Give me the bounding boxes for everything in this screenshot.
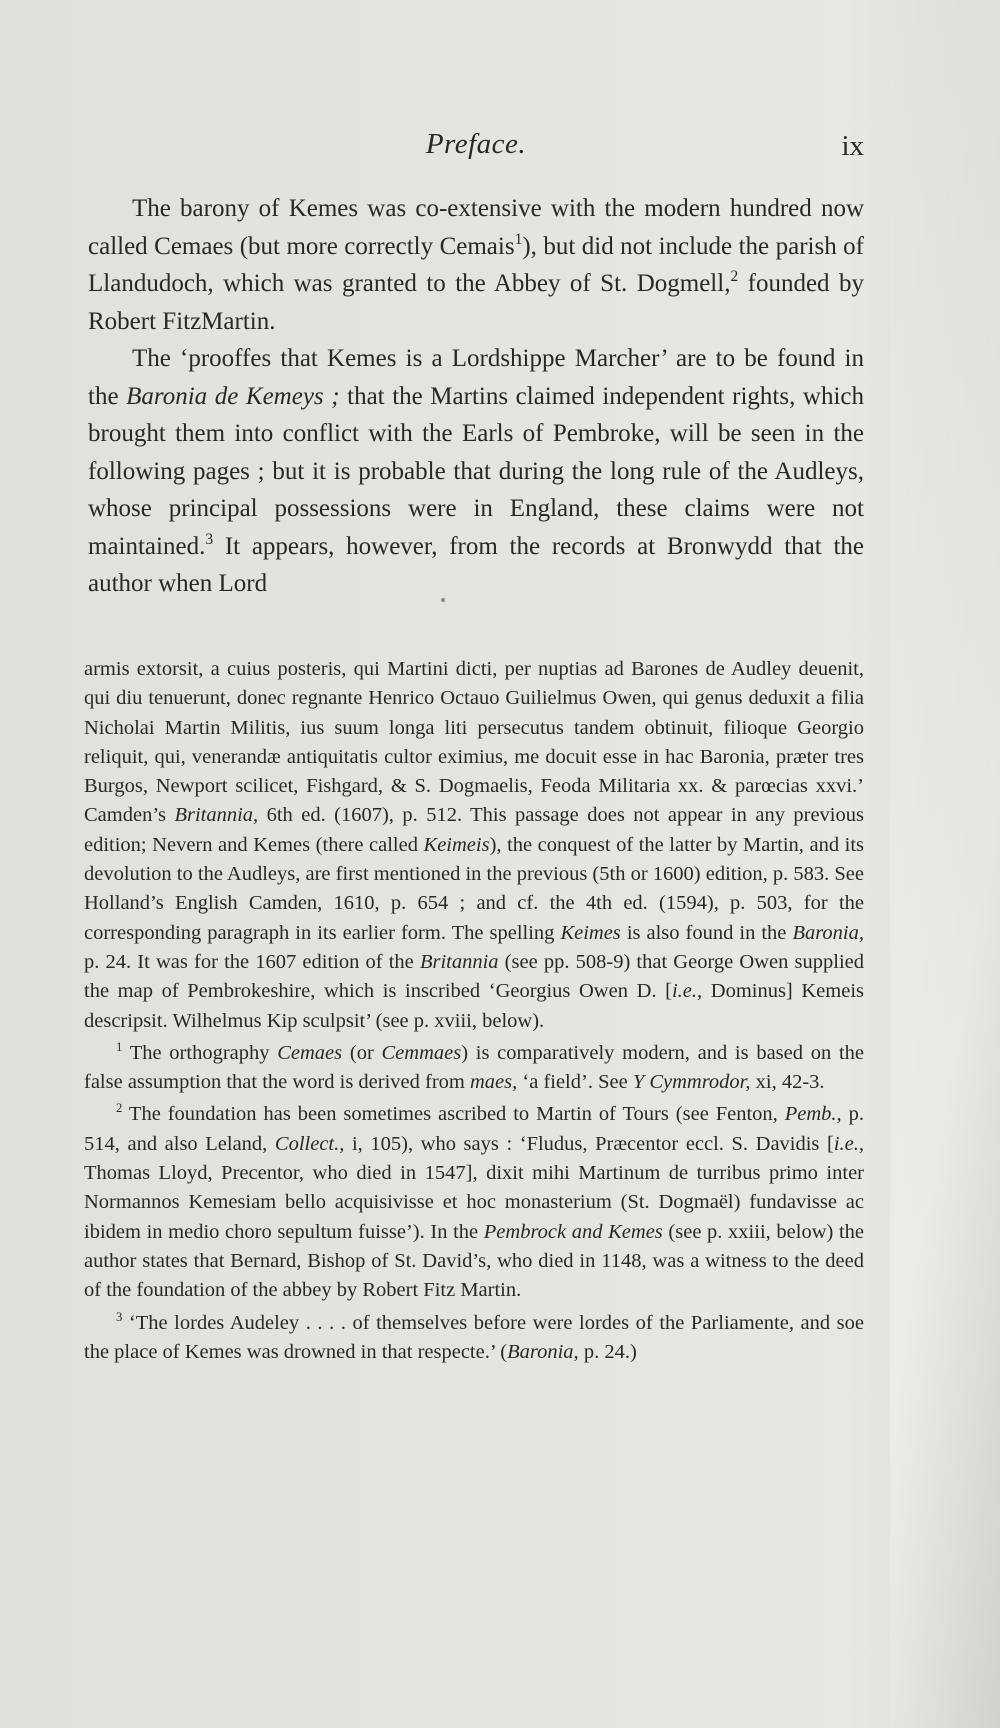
- footnotes: [84, 655, 864, 1367]
- text-run: It appears, however, from the records at Bronwydd that the author when Lord: [88, 532, 864, 597]
- main-text: [88, 190, 864, 603]
- italic-text: Collect.,: [274, 1132, 345, 1155]
- italic-text: i.e.,: [833, 1132, 864, 1155]
- paragraph: [88, 190, 864, 340]
- text-run: Thomas Lloyd, Precentor, who died in 1547], dixit mihi Martinum de turribus primo inter Normannos Kemesiam bello acquisivisse et hoc monasterium (St. Dogmaël) fundavisse ac ibidem in medio choro sepultum fuisse’). In the: [84, 1162, 864, 1243]
- running-title: Preface.: [425, 128, 527, 160]
- footnote: [84, 1309, 864, 1368]
- italic-text: Baronia,: [507, 1340, 579, 1363]
- italic-text: Pembrock and Kemes: [483, 1220, 663, 1243]
- italic-text: Baronia,: [792, 921, 864, 944]
- footnote-marker: 3: [116, 1309, 123, 1324]
- footnote-marker: 3: [205, 530, 214, 548]
- footnote-continuation: [84, 655, 864, 1036]
- footnote-marker: 2: [730, 267, 739, 285]
- footnote: [84, 1100, 864, 1305]
- text-run: ), but did not include the parish of Llandudoch, which was granted to the Abbey of St. Dogmell,: [88, 232, 864, 297]
- paragraph: [88, 340, 864, 603]
- text-run: (or: [342, 1041, 382, 1064]
- text-run: founded by Robert FitzMartin.: [88, 270, 864, 335]
- running-head: [88, 128, 864, 168]
- page-number: ix: [841, 130, 864, 162]
- text-run: that the Martins claimed independent rights, which brought them into conflict with the Earls of Pembroke, will be seen in the following pages ; but it is probable that during the long rule of the Audleys, whose principal possessions were in England, these claims were not maintained.: [88, 382, 864, 560]
- italic-text: Cemmaes: [381, 1041, 462, 1064]
- text-run: 6th ed. (1607), p. 512. This passage does not appear in any previous edition; Nevern and Kemes (there called: [84, 804, 864, 856]
- text-run: p. 24.): [578, 1340, 637, 1363]
- italic-text: Cemaes: [277, 1041, 343, 1064]
- page-curl-shading: [890, 0, 1000, 1728]
- italic-text: Baronia de Kemeys ;: [126, 382, 340, 410]
- text-run: ‘a field’. See: [517, 1071, 633, 1094]
- text-run: The orthography: [122, 1041, 278, 1064]
- print-speck: [441, 598, 445, 602]
- text-run: ), the conquest of the latter by Martin, and its devolution to the Audleys, are first mentioned in the previous (5th or 1600) edition, p. 583. See Holland’s English Camden, 1610, p. 654 ; and cf. the 4th ed. (1594), p. 503, for the corresponding paragraph in its earlier form. The spelling: [84, 833, 865, 944]
- footnote: [84, 1039, 864, 1098]
- footnote-marker: 2: [116, 1101, 123, 1116]
- text-run: is also found in the: [620, 921, 793, 944]
- footnote-marker: 1: [514, 230, 523, 248]
- text-run: p. 514, and also Leland,: [84, 1103, 864, 1155]
- italic-text: Pemb.,: [784, 1103, 842, 1126]
- text-run: ‘The lordes Audeley . . . . of themselves before were lordes of the Parliamente, and soe the place of Kemes was drowned in that respecte.’ (: [84, 1311, 864, 1363]
- italic-text: Britannia: [419, 950, 499, 973]
- italic-text: Keimes: [560, 921, 621, 944]
- text-run: xi, 42-3.: [750, 1071, 825, 1094]
- text-run: p. 24. It was for the 1607 edition of the: [84, 950, 420, 973]
- italic-text: Y Cymmrodor,: [632, 1071, 751, 1094]
- italic-text: Britannia,: [174, 804, 259, 827]
- text-run: (see p. xxiii, below) the author states that Bernard, Bishop of St. David’s, who died in 1148, was a witness to the deed of the foundation of the abbey by Robert Fitz Martin.: [84, 1220, 865, 1302]
- text-run: The barony of Kemes was co-extensive with the modern hundred now called Cemaes (but more correctly Cemais: [88, 195, 864, 260]
- text-run: The ‘prooffes that Kemes is a Lordshippe Marcher’ are to be found in the: [88, 345, 864, 410]
- text-run: ) is comparatively modern, and is based on the false assumption that the word is derived from: [84, 1041, 864, 1094]
- italic-text: Keimeis: [423, 833, 490, 856]
- text-run: i, 105), who says : ‘Fludus, Præcentor eccl. S. Davidis [: [344, 1132, 834, 1155]
- italic-text: maes,: [470, 1071, 518, 1094]
- italic-text: i.e.,: [671, 980, 703, 1003]
- text-run: Dominus] Kemeis descripsit. Wilhelmus Kip sculpsit’ (see p. xviii, below).: [84, 980, 865, 1032]
- text-run: (see pp. 508-9) that George Owen supplied the map of Pembrokeshire, which is inscribed ‘Georgius Owen D. [: [84, 950, 864, 1003]
- footnote-marker: 1: [116, 1039, 123, 1054]
- text-run: armis extorsit, a cuius posteris, qui Martini dicti, per nuptias ad Barones de Audley deuenit, qui diu tenuerunt, donec regnante Henrico Octauo Guilielmus Owen, qui genus deduxit a filia Nicholai Martin Militis, ius suum longa liti persecutus tandem obtinuit, filioque Georgio reliquit, qui, venerandæ antiquitatis cultor eximius, me docuit esse in hac Baronia, præter tres Burgos, Newport scilicet, Fishgard, & S. Dogmaelis, Feoda Militaria xx. & parœcias xxvi.’ Camden’s: [84, 658, 864, 827]
- text-run: The foundation has been sometimes ascribed to Martin of Tours (see Fenton,: [122, 1103, 785, 1126]
